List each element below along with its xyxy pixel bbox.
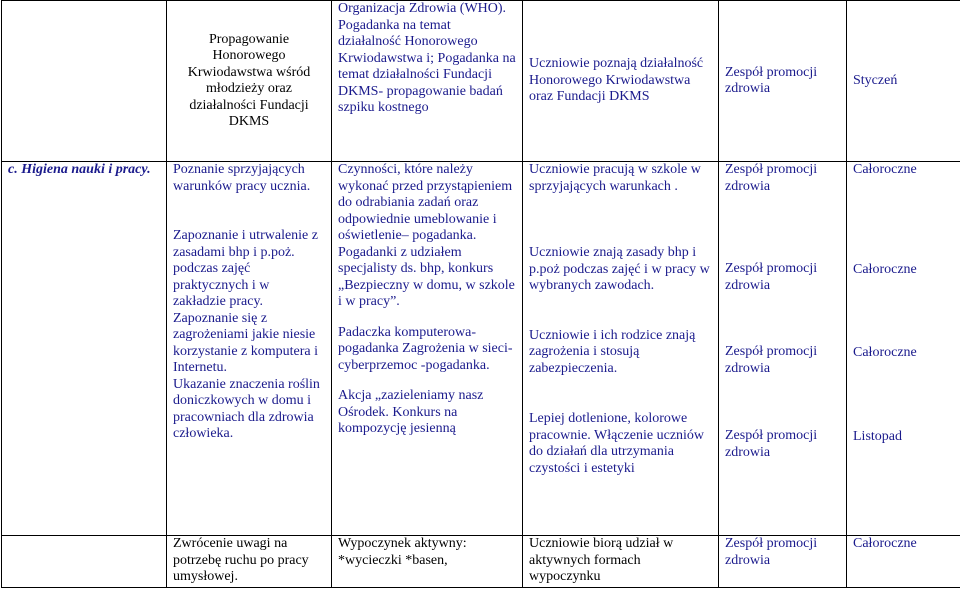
- term-item: Całoroczne: [853, 345, 917, 360]
- term-text: Styczeń: [853, 72, 898, 88]
- table-row: [2, 162, 960, 536]
- term-item: Całoroczne: [853, 162, 917, 177]
- section-cell: [2, 1, 167, 162]
- task-item: Pogadanki z udziałem specjalisty ds. bhp, konkurs „Bezpieczny w domu, w szkole i w pracy”.: [338, 244, 515, 309]
- responsible-item: Zespół promocji zdrowia: [725, 428, 818, 460]
- goal-cell: [167, 1, 332, 162]
- term-cell: [847, 1, 960, 162]
- section-title: c. Higiena nauki i pracy.: [8, 162, 151, 177]
- section-cell: [2, 536, 167, 588]
- table-row: [2, 536, 960, 588]
- effect-item: Lepiej dotlenione, kolorowe pracownie. Włączenie uczniów do działań dla utrzymania czystości i estetyki: [529, 411, 705, 476]
- tasks-text: Wypoczynek aktywny: *wycieczki *basen,: [338, 536, 467, 568]
- term-cell: [847, 162, 960, 536]
- responsible-cell: [719, 536, 847, 588]
- term-item: Całoroczne: [853, 261, 917, 277]
- responsible-item: Zespół promocji zdrowia: [725, 261, 818, 293]
- effect-cell: [523, 536, 719, 588]
- goal-cell: [167, 536, 332, 588]
- goal-cell: [167, 162, 332, 536]
- term-text: Całoroczne: [853, 536, 917, 551]
- task-item: Czynności, które należy wykonać przed przystąpieniem do odrabiania zadań oraz odpowiednie umeblowanie i oświetlenie– pogadanka.: [338, 162, 513, 243]
- responsible-cell: [719, 1, 847, 162]
- goal-item: Zapoznanie i utrwalenie z zasadami bhp i p.poż. podczas zajęć praktycznych i w zakładzie pracy.: [173, 228, 318, 309]
- goal-item: Zapoznanie się z zagrożeniami jakie niesie korzystanie z komputera i Internetu.: [173, 310, 319, 375]
- responsible-text: Zespół promocji zdrowia: [725, 536, 818, 568]
- responsible-cell: [719, 162, 847, 536]
- effect-text: Uczniowie poznają działalność Honorowego Krwiodawstwa oraz Fundacji DKMS: [529, 56, 704, 105]
- responsible-text: Zespół promocji zdrowia: [725, 64, 818, 96]
- term-cell: [847, 536, 960, 588]
- responsible-item: Zespół promocji zdrowia: [725, 162, 818, 194]
- goal-item: Ukazanie znaczenia roślin doniczkowych w domu i pracowniach dla zdrowia człowieka.: [173, 376, 320, 441]
- section-cell: [2, 162, 167, 536]
- tasks-cell: [332, 536, 523, 588]
- responsible-item: Zespół promocji zdrowia: [725, 344, 818, 376]
- term-item: Listopad: [853, 428, 902, 444]
- tasks-cell: [332, 162, 523, 536]
- tasks-text: Organizacja Zdrowia (WHO). Pogadanka na temat działalność Honorowego Krwiodawstwa i; Pogadanka na temat działalności Fundacji DKMS- propagowanie badań szpiku kostnego: [338, 1, 516, 115]
- goal-item: Poznanie sprzyjających warunków pracy ucznia.: [173, 162, 311, 194]
- task-item: Akcja „zazieleniamy nasz Ośrodek. Konkurs na kompozycję jesienną: [338, 388, 484, 436]
- effect-item: Uczniowie i ich rodzice znają zagrożenia i stosują zabezpieczenia.: [529, 327, 696, 376]
- effect-item: Uczniowie pracują w szkole w sprzyjających warunkach .: [529, 162, 701, 194]
- effect-text: Uczniowie biorą udział w aktywnych formach wypoczynku: [529, 536, 674, 584]
- effect-cell: [523, 1, 719, 162]
- effect-cell: [523, 162, 719, 536]
- goal-text: Propagowanie Honorowego Krwiodawstwa wśród młodzieży oraz działalności Fundacji DKMS: [187, 31, 311, 129]
- effect-item: Uczniowie znają zasady bhp i p.poż podczas zajęć i w pracy w wybranych zawodach.: [529, 245, 710, 293]
- goal-text: Zwrócenie uwagi na potrzebę ruchu po pracy umysłowej.: [173, 536, 309, 584]
- task-item: Padaczka komputerowa- pogadanka Zagrożenia w sieci- cyberprzemoc -pogadanka.: [338, 324, 513, 373]
- health-plan-table: [1, 0, 960, 588]
- tasks-cell: [332, 1, 523, 162]
- table-row: [2, 1, 960, 162]
